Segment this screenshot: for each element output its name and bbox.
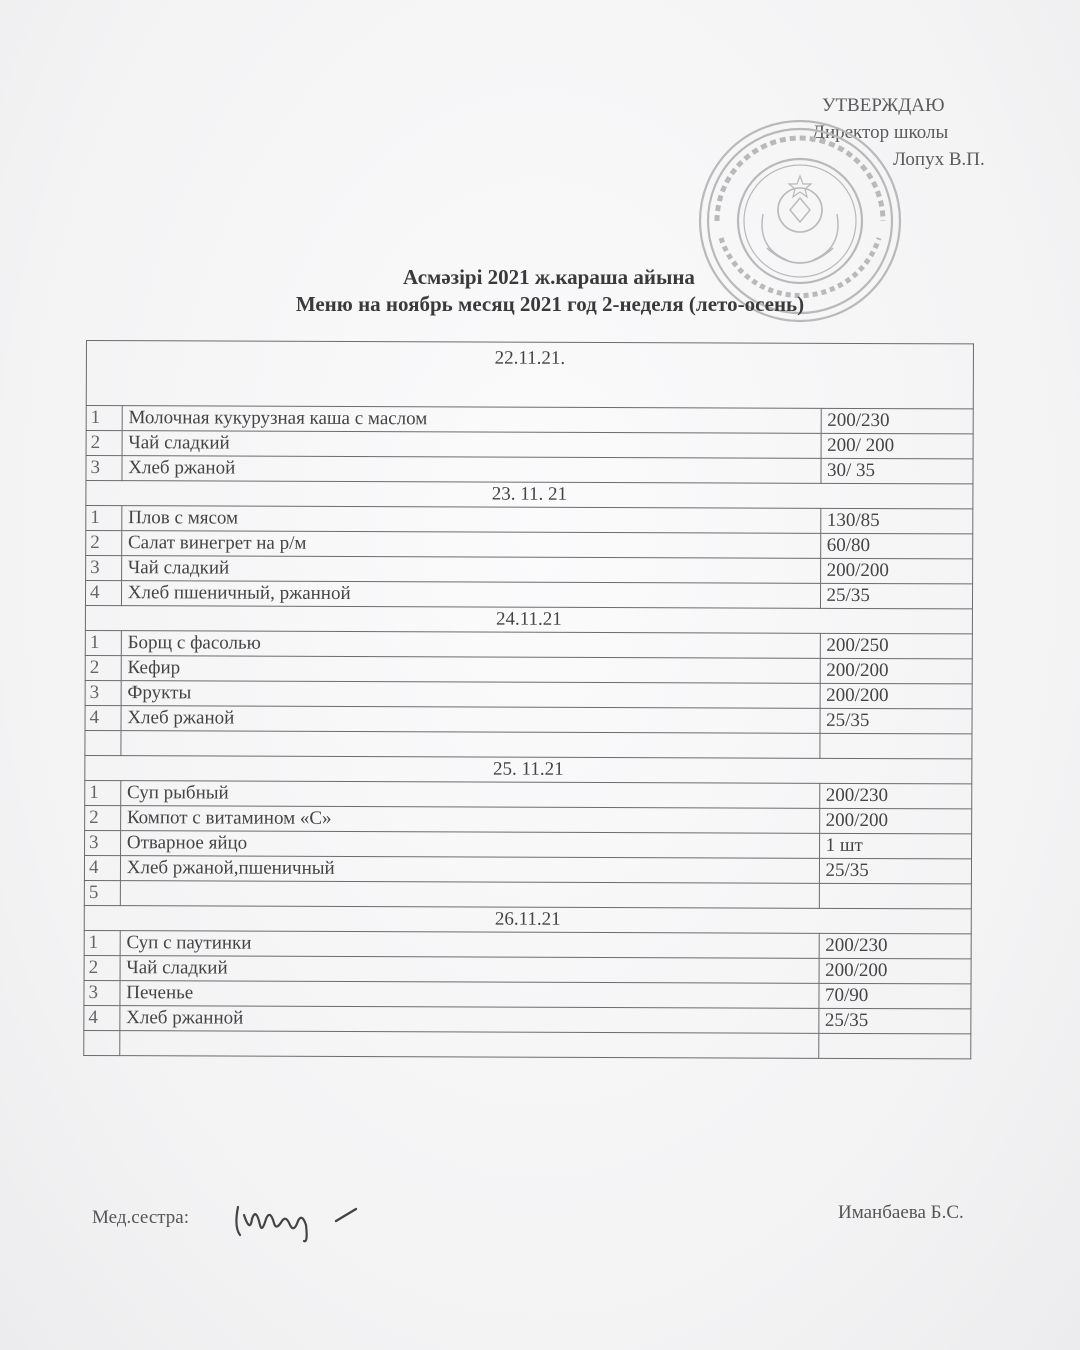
dish-name: Отварное яйцо xyxy=(120,831,819,859)
day-header-row xyxy=(85,755,972,783)
menu-item-row xyxy=(85,730,972,758)
portion-size: 200/ 200 xyxy=(821,433,974,459)
dish-name: Компот с витамином «С» xyxy=(120,806,819,834)
item-number xyxy=(84,1030,120,1055)
day-header-row xyxy=(84,905,971,933)
menu-table xyxy=(83,340,974,1059)
portion-size: 200/250 xyxy=(820,633,973,659)
portion-size: 200/200 xyxy=(820,558,973,584)
item-number: 3 xyxy=(84,980,120,1005)
nurse-label: Мед.сестра: xyxy=(92,1207,189,1228)
dish-name: Чай сладкий xyxy=(120,956,819,984)
dish-name: Чай сладкий xyxy=(121,556,820,584)
menu-title-russian: Меню на ноябрь месяц 2021 год 2-неделя (лето-осень) xyxy=(295,292,805,316)
dish-name xyxy=(121,731,820,759)
portion-size: 30/ 35 xyxy=(821,458,974,484)
item-number: 2 xyxy=(86,531,122,556)
dish-name: Хлеб ржанной xyxy=(120,1006,819,1034)
day-header-row xyxy=(85,605,972,633)
menu-item-row xyxy=(86,456,973,484)
menu-item-row xyxy=(85,630,972,658)
item-number: 1 xyxy=(85,630,121,655)
item-number: 1 xyxy=(84,930,120,955)
item-number: 1 xyxy=(85,780,121,805)
dish-name: Чай сладкий xyxy=(122,431,821,459)
portion-size: 1 шт xyxy=(819,833,972,859)
portion-size: 200/200 xyxy=(820,683,973,709)
nurse-name: Иманбаева Б.С. xyxy=(838,1202,964,1223)
menu-title-kazakh: Асмәзірі 2021 ж.караша айына xyxy=(403,265,695,289)
approval-position: Директор школы xyxy=(812,122,949,143)
item-number: 3 xyxy=(85,680,121,705)
menu-table-body xyxy=(84,341,974,1059)
item-number xyxy=(85,730,121,755)
day-date: 26.11.21 xyxy=(84,905,971,933)
menu-item-row xyxy=(84,955,971,983)
dish-name: Молочная кукурузная каша с маслом xyxy=(122,406,821,434)
portion-size: 130/85 xyxy=(820,508,973,534)
dish-name: Печенье xyxy=(120,981,819,1009)
menu-item-row xyxy=(84,855,971,883)
dish-name: Суп рыбный xyxy=(121,781,820,809)
day-header-row xyxy=(86,341,973,409)
menu-item-row xyxy=(84,1030,971,1058)
item-number: 2 xyxy=(85,655,121,680)
portion-size: 200/200 xyxy=(819,808,972,834)
menu-item-row xyxy=(85,655,972,683)
day-date: 25. 11.21 xyxy=(85,755,972,783)
menu-item-row xyxy=(85,780,972,808)
portion-size: 25/35 xyxy=(820,583,973,609)
item-number: 2 xyxy=(85,805,121,830)
portion-size: 60/80 xyxy=(820,533,973,559)
portion-size xyxy=(819,733,972,759)
menu-item-row xyxy=(84,930,971,958)
menu-item-row xyxy=(84,1005,971,1033)
day-date: 23. 11. 21 xyxy=(86,481,973,509)
day-date: 22.11.21. xyxy=(86,341,973,409)
item-number: 3 xyxy=(86,556,122,581)
item-number: 1 xyxy=(86,406,122,431)
menu-item-row xyxy=(85,680,972,708)
nurse-signature xyxy=(232,1195,367,1245)
menu-item-row xyxy=(86,406,973,434)
menu-item-row xyxy=(85,805,972,833)
dish-name: Хлеб пшеничный, ржанной xyxy=(121,581,820,609)
item-number: 4 xyxy=(84,1005,120,1030)
menu-item-row xyxy=(86,531,973,559)
menu-item-row xyxy=(84,880,971,908)
day-header-row xyxy=(86,481,973,509)
approval-director-name: Лопух В.П. xyxy=(893,149,985,170)
dish-name: Кефир xyxy=(121,656,820,684)
dish-name: Фрукты xyxy=(121,681,820,709)
item-number: 5 xyxy=(84,880,120,905)
menu-item-row xyxy=(86,506,973,534)
item-number: 2 xyxy=(86,431,122,456)
portion-size: 25/35 xyxy=(818,1008,971,1034)
day-date: 24.11.21 xyxy=(85,605,972,633)
dish-name: Суп с паутинки xyxy=(120,931,819,959)
dish-name: Салат винегрет на р/м xyxy=(121,531,820,559)
menu-item-row xyxy=(86,431,973,459)
portion-size: 200/230 xyxy=(819,933,972,959)
item-number: 3 xyxy=(85,830,121,855)
dish-name: Хлеб ржаной,пшеничный xyxy=(120,856,819,884)
portion-size: 200/200 xyxy=(820,658,973,684)
dish-name: Хлеб ржаной xyxy=(122,456,821,484)
menu-item-row xyxy=(85,830,972,858)
portion-size: 70/90 xyxy=(818,983,971,1009)
item-number: 4 xyxy=(85,581,121,606)
dish-name: Плов с мясом xyxy=(122,506,821,534)
item-number: 4 xyxy=(84,855,120,880)
menu-item-row xyxy=(84,980,971,1008)
portion-size: 25/35 xyxy=(819,858,972,884)
approval-heading: УТВЕРЖДАЮ xyxy=(822,95,945,116)
item-number: 3 xyxy=(86,456,122,481)
menu-item-row xyxy=(86,556,973,584)
dish-name xyxy=(120,1031,819,1059)
portion-size xyxy=(818,1033,971,1059)
item-number: 1 xyxy=(86,506,122,531)
menu-item-row xyxy=(85,581,972,609)
menu-item-row xyxy=(85,705,972,733)
portion-size: 200/230 xyxy=(819,783,972,809)
dish-name: Борщ с фасолью xyxy=(121,631,820,659)
portion-size: 200/200 xyxy=(819,958,972,984)
portion-size xyxy=(819,883,972,909)
item-number: 4 xyxy=(85,705,121,730)
dish-name xyxy=(120,881,819,909)
item-number: 2 xyxy=(84,955,120,980)
portion-size: 25/35 xyxy=(820,708,973,734)
dish-name: Хлеб ржаной xyxy=(121,706,820,734)
portion-size: 200/230 xyxy=(821,408,974,434)
